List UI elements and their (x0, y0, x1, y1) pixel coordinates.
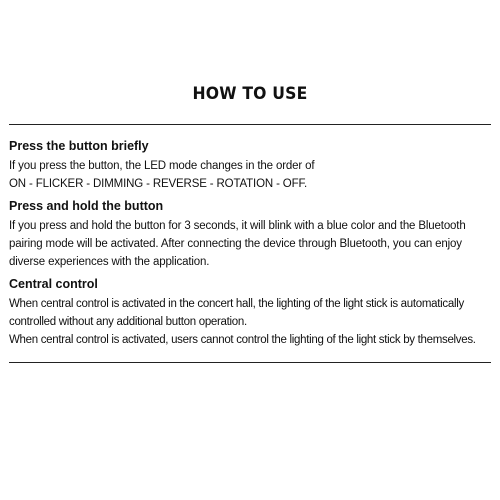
section-text-line: pairing mode will be activated. After connecting the device through Bluetooth, you can enjoy (9, 238, 462, 250)
section-text-line: If you press and hold the button for 3 seconds, it will blink with a blue color and the Bluetooth (9, 220, 466, 232)
top-divider (9, 124, 491, 125)
section-text-line: diverse experiences with the application. (9, 256, 210, 268)
section-heading: Central control (9, 277, 98, 291)
section-text-line: controlled without any additional button operation. (9, 316, 247, 328)
section-press-hold (9, 197, 493, 271)
section-text-line: When central control is activated in the concert hall, the lighting of the light stick is automatically (9, 298, 464, 310)
bottom-divider (9, 362, 491, 363)
section-text-line: When central control is activated, users cannot control the lighting of the light stick by themselves. (9, 334, 476, 346)
section-central-control (9, 275, 493, 349)
section-heading: Press the button briefly (9, 139, 149, 153)
section-press-briefly (9, 137, 493, 193)
section-text-line: ON - FLICKER - DIMMING - REVERSE - ROTATION - OFF. (9, 178, 308, 190)
page-title: HOW TO USE (192, 84, 308, 104)
section-heading: Press and hold the button (9, 199, 164, 213)
section-text-line: If you press the button, the LED mode changes in the order of (9, 160, 315, 172)
